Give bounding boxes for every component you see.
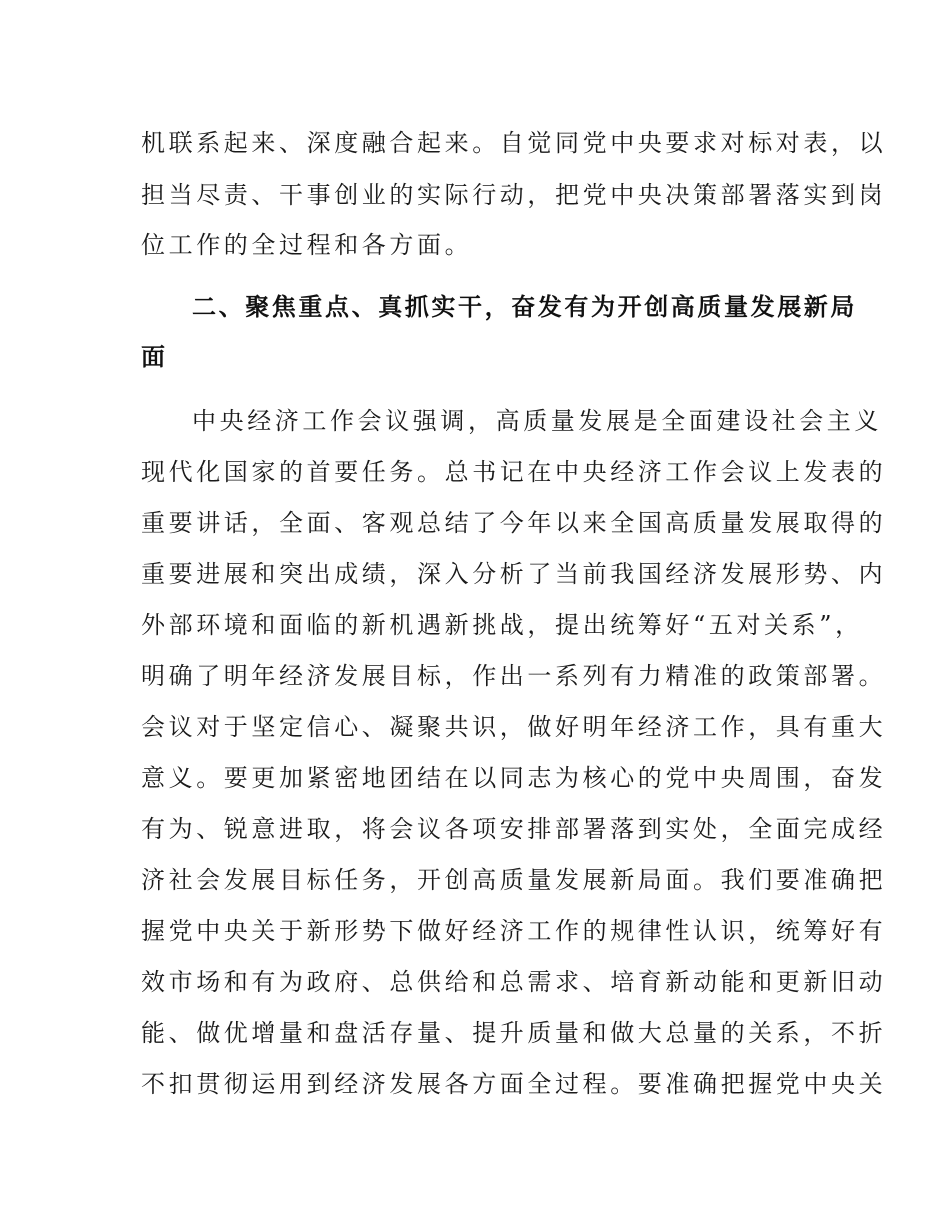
heading-line: 二、聚焦重点、真抓实干，奋发有为开创高质量发展新局 [192,293,857,321]
paragraph-line: 位工作的全过程和各方面。 [141,231,473,259]
paragraph-line: 重要讲话，全面、客观总结了今年以来全国高质量发展取得的 [141,509,887,537]
paragraph-line: 担当尽责、干事创业的实际行动，把党中央决策部署落实到岗 [141,181,887,209]
heading-line: 面 [141,343,168,371]
paragraph-line: 明确了明年经济发展目标，作出一系列有力精准的政策部署。 [141,662,887,690]
paragraph-line: 重要进展和突出成绩，深入分析了当前我国经济发展形势、内 [141,560,887,588]
paragraph-line: 会议对于坚定信心、凝聚共识，做好明年经济工作，具有重大 [141,713,887,741]
paragraph-line: 外部环境和面临的新机遇新挑战，提出统筹好“五对关系”， [141,611,863,639]
paragraph-line: 握党中央关于新形势下做好经济工作的规律性认识，统筹好有 [141,917,887,945]
paragraph-line: 不扣贯彻运用到经济发展各方面全过程。要准确把握党中央关 [141,1070,887,1098]
paragraph-line: 有为、锐意进取，将会议各项安排部署落到实处，全面完成经 [141,815,887,843]
paragraph-line: 济社会发展目标任务，开创高质量发展新局面。我们要准确把 [141,866,887,894]
paragraph-line: 效市场和有为政府、总供给和总需求、培育新动能和更新旧动 [141,968,887,996]
paragraph-line: 机联系起来、深度融合起来。自觉同党中央要求对标对表，以 [141,129,887,157]
paragraph-line: 现代化国家的首要任务。总书记在中央经济工作会议上发表的 [141,458,887,486]
paragraph-line: 中央经济工作会议强调，高质量发展是全面建设社会主义 [192,407,882,435]
paragraph-line: 能、做优增量和盘活存量、提升质量和做大总量的关系，不折 [141,1019,887,1047]
paragraph-line: 意义。要更加紧密地团结在以同志为核心的党中央周围，奋发 [141,764,887,792]
